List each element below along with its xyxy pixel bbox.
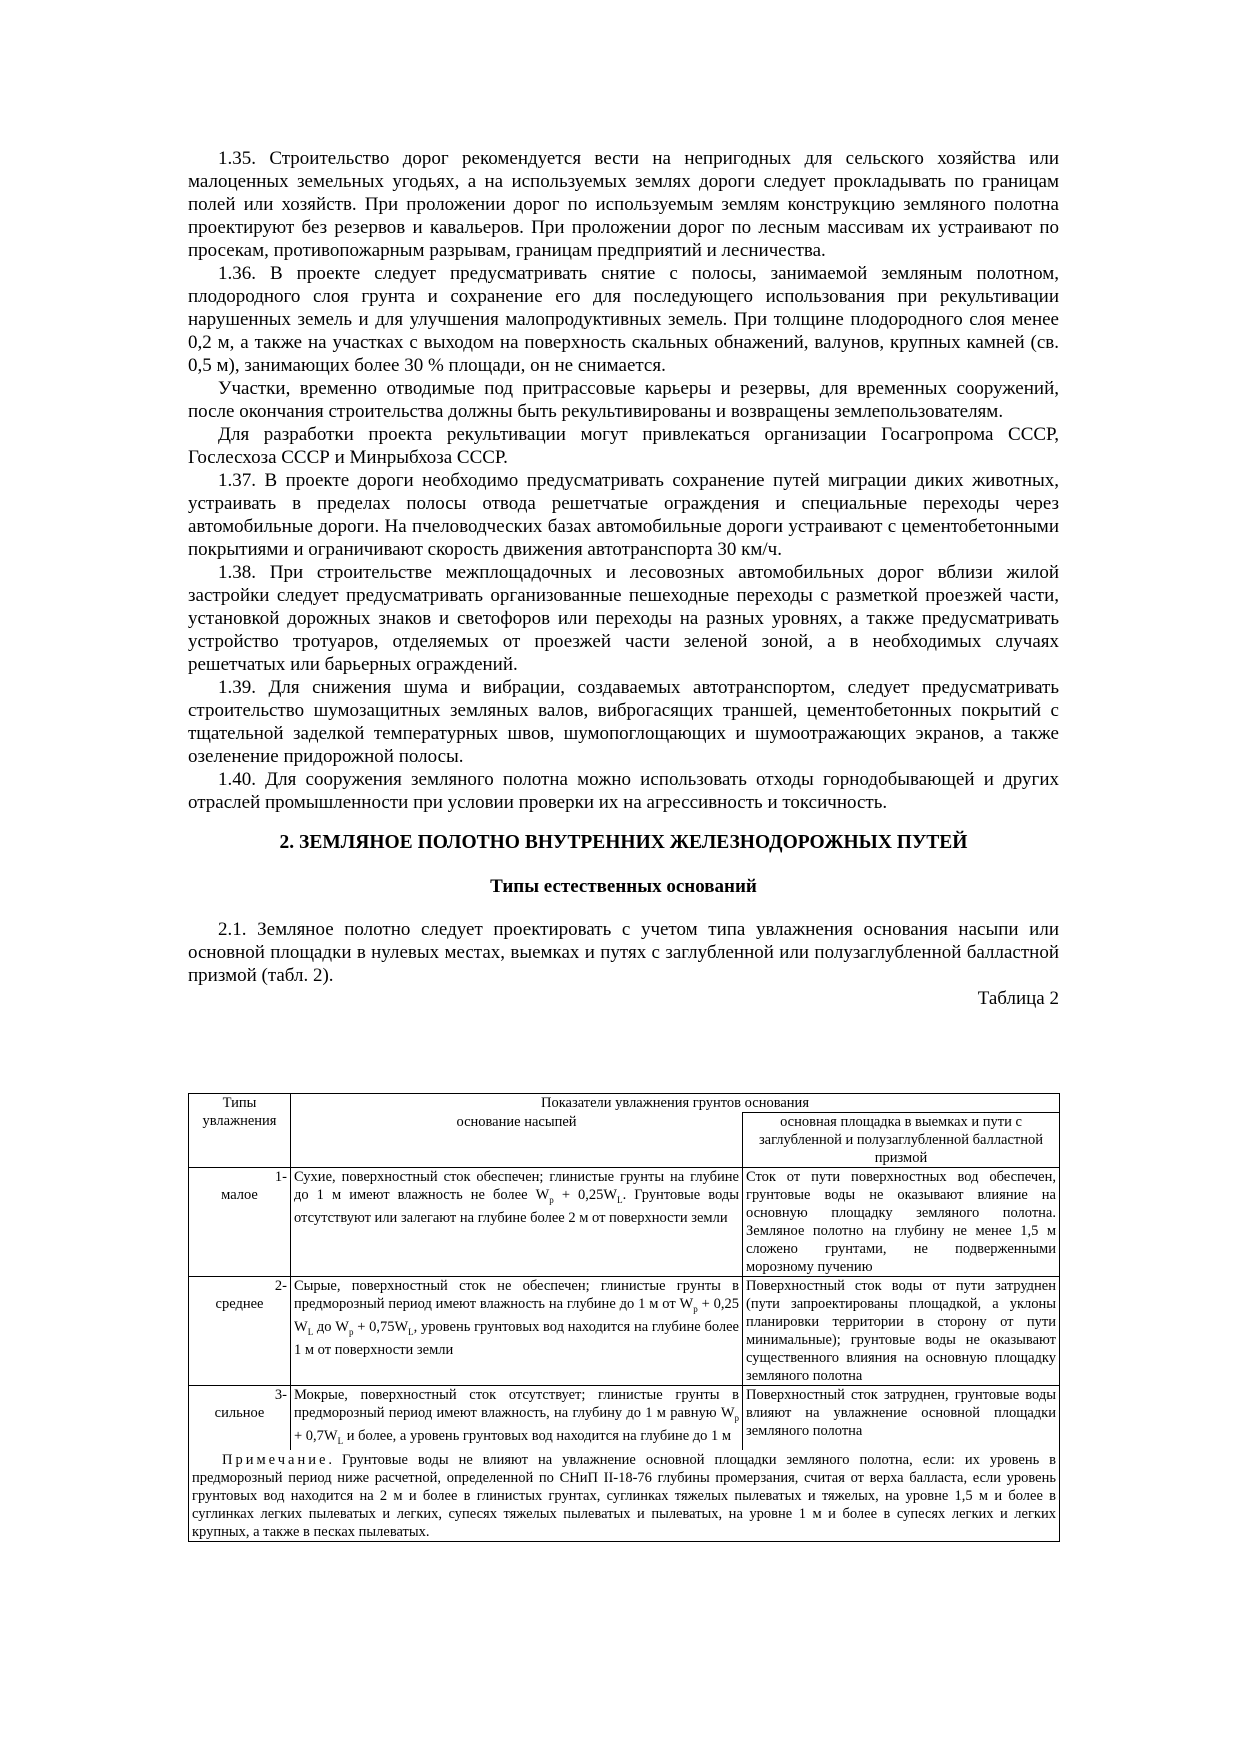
- note-text: . Грунтовые воды не влияют на увлажнение основной площадки земляного полотна, если: их уровень в предморозный период ниже расчетной, определенной по СНиП II-18-76 глубины промерзания, считая от верха балласта, если уровень грунтовых вод находится на 2 м и более в глинистых грунтах, суглинках тяжелых пылеватых и тяжелых, на уровне 1,5 м и более в суглинках легких пылеватых и легких, супесях тяжелых пылеватых и пылеватых, на уровне 1 м и более в супесях легких и легких крупных, а также в песках пылеватых.: [192, 1451, 1056, 1540]
- paragraph-reclamation-orgs: Для разработки проекта рекультивации могут привлекаться организации Госагропрома СССР, Гослесхоза СССР и Минрыбхоза СССР.: [188, 424, 1059, 468]
- row-type-number: 1-: [274, 1169, 287, 1185]
- paragraph-2-1: 2.1. Земляное полотно следует проектировать с учетом типа увлажнения основания насыпи или основной площадки в нулевых местах, выемках и путях с заглубленной или полузаглубленной балластной призмой (табл. 2).: [188, 919, 1059, 986]
- row-type-cell: [189, 1168, 291, 1277]
- table-subheader-row: [189, 1113, 1060, 1168]
- header-main-platform: основная площадка в выемках и пути с заглубленной и полузаглубленной балластной призмой: [743, 1113, 1060, 1168]
- row-type-cell: [189, 1386, 291, 1450]
- table-caption: Таблица 2: [977, 988, 1059, 1009]
- table-header-row: [189, 1094, 1060, 1113]
- header-moisture-type: Типы увлажнения: [189, 1094, 291, 1168]
- subsection-title: Типы естественных оснований: [490, 876, 757, 897]
- table-row: [189, 1168, 1060, 1277]
- note-label: Примечание: [222, 1451, 329, 1468]
- row-type-cell: [189, 1277, 291, 1386]
- paragraph-1-40: 1.40. Для сооружения земляного полотна можно использовать отходы горнодобывающей и других отраслей промышленности при условии проверки их на агрессивность и токсичность.: [188, 769, 1059, 813]
- paragraph-1-38: 1.38. При строительстве межплощадочных и лесовозных автомобильных дорог вблизи жилой застройки следует предусматривать организованные пешеходные переходы с разметкой проезжей части, установкой дорожных знаков и светофоров или переходы на разных уровнях, а также предусматривать устройство тротуаров, отделяемых от проезжей части зеленой зоной, а в необходимых случаях решетчатых или барьерных ограждений.: [188, 562, 1059, 675]
- row-embankment-cell: Сухие, поверхностный сток обеспечен; глинистые грунты на глубине до 1 м имеют влажность не более $W_p + 0,25W_L$. Грунтовые воды отсутствуют или залегают на глубине более 2 м от поверхности земли: [291, 1168, 743, 1277]
- row-platform-cell: Сток от пути поверхностных вод обеспечен, грунтовые воды не оказывают влияние на основную площадку земляного полотна. Земляное полотно на глубину не менее 1,5 м сложено грунтами, не подверженными морозному пучению: [743, 1168, 1060, 1277]
- moisture-types-table: [188, 1093, 1060, 1542]
- row-platform-cell: Поверхностный сток затруднен, грунтовые воды влияют на увлажнение основной площадки земляного полотна: [743, 1386, 1060, 1450]
- table-note: [189, 1450, 1060, 1542]
- row-type-label: сильное: [214, 1405, 265, 1421]
- row-embankment-cell: Мокрые, поверхностный сток отсутствует; глинистые грунты в предморозный период имеют влажность, на глубину до 1 м равную $W_p + 0,7W_L$ и более, а уровень грунтовых вод находится на глубине до 1 м: [291, 1386, 743, 1450]
- paragraph-1-39: 1.39. Для снижения шума и вибрации, создаваемых автотранспортом, следует предусматривать строительство шумозащитных земляных валов, виброгасящих траншей, цементобетонных покрытий с тщательной заделкой температурных швов, шумопоглощающих и шумоотражающих экранов, а также озеленение придорожной полосы.: [188, 677, 1059, 767]
- document-body: [188, 147, 1059, 1010]
- table-row: [189, 1386, 1060, 1450]
- paragraph-1-37: 1.37. В проекте дороги необходимо предусматривать сохранение путей миграции диких животных, устраивать в пределах полосы отвода решетчатые ограждения и специальные переходы через автомобильные дороги. На пчеловодческих базах автомобильные дороги устраивают с цементобетонными покрытиями и ограничивают скорость движения автотранспорта 30 км/ч.: [188, 470, 1059, 560]
- row-embankment-cell: Сырые, поверхностный сток не обеспечен; глинистые грунты в предморозный период имеют влажность на глубине до 1 м от $W_p + 0,25$ $W_L$ до $W_p + 0,75W_L$, уровень грунтовых вод находится на глубине более 1 м от поверхности земли: [291, 1277, 743, 1386]
- table-row: [189, 1277, 1060, 1386]
- row-platform-cell: Поверхностный сток воды от пути затруднен (пути запроектированы площадкой, а уклоны планировки территории в сторону от пути минимальные); грунтовые воды не оказывают существенного влияния на основную площадку земляного полотна: [743, 1277, 1060, 1386]
- header-embankment-base: основание насыпей: [291, 1113, 743, 1168]
- table-note-row: [189, 1450, 1060, 1542]
- section-title: 2. ЗЕМЛЯНОЕ ПОЛОТНО ВНУТРЕННИХ ЖЕЛЕЗНОДОРОЖНЫХ ПУТЕЙ: [279, 832, 968, 853]
- paragraph-1-35: 1.35. Строительство дорог рекомендуется вести на непригодных для сельского хозяйства или малоценных земельных угодьях, а на используемых землях дороги следует прокладывать по границам полей или хозяйств. При проложении дорог по используемым землям конструкцию земляного полотна проектируют без резервов и кавальеров. При проложении дорог по лесным массивам их устраивают по просекам, противопожарным разрывам, границам предприятий и лесничества.: [188, 148, 1059, 261]
- paragraph-reclamation-areas: Участки, временно отводимые под притрассовые карьеры и резервы, для временных сооружений, после окончания строительства должны быть рекультивированы и возвращены землепользователям.: [188, 378, 1059, 422]
- row-type-number: 3-: [274, 1387, 287, 1403]
- row-type-label: малое: [221, 1187, 258, 1203]
- header-indicators-group: Показатели увлажнения грунтов основания: [291, 1094, 1060, 1113]
- row-type-number: 2-: [274, 1278, 287, 1294]
- row-type-label: среднее: [215, 1296, 264, 1312]
- paragraph-1-36: 1.36. В проекте следует предусматривать снятие с полосы, занимаемой земляным полотном, плодородного слоя грунта и сохранение его для последующего использования при рекультивации нарушенных земель и для улучшения малопродуктивных земель. При толщине плодородного слоя менее 0,2 м, а также на участках с выходом на поверхность скальных обнажений, валунов, крупных камней (св. 0,5 м), занимающих более 30 % площади, он не снимается.: [188, 263, 1059, 376]
